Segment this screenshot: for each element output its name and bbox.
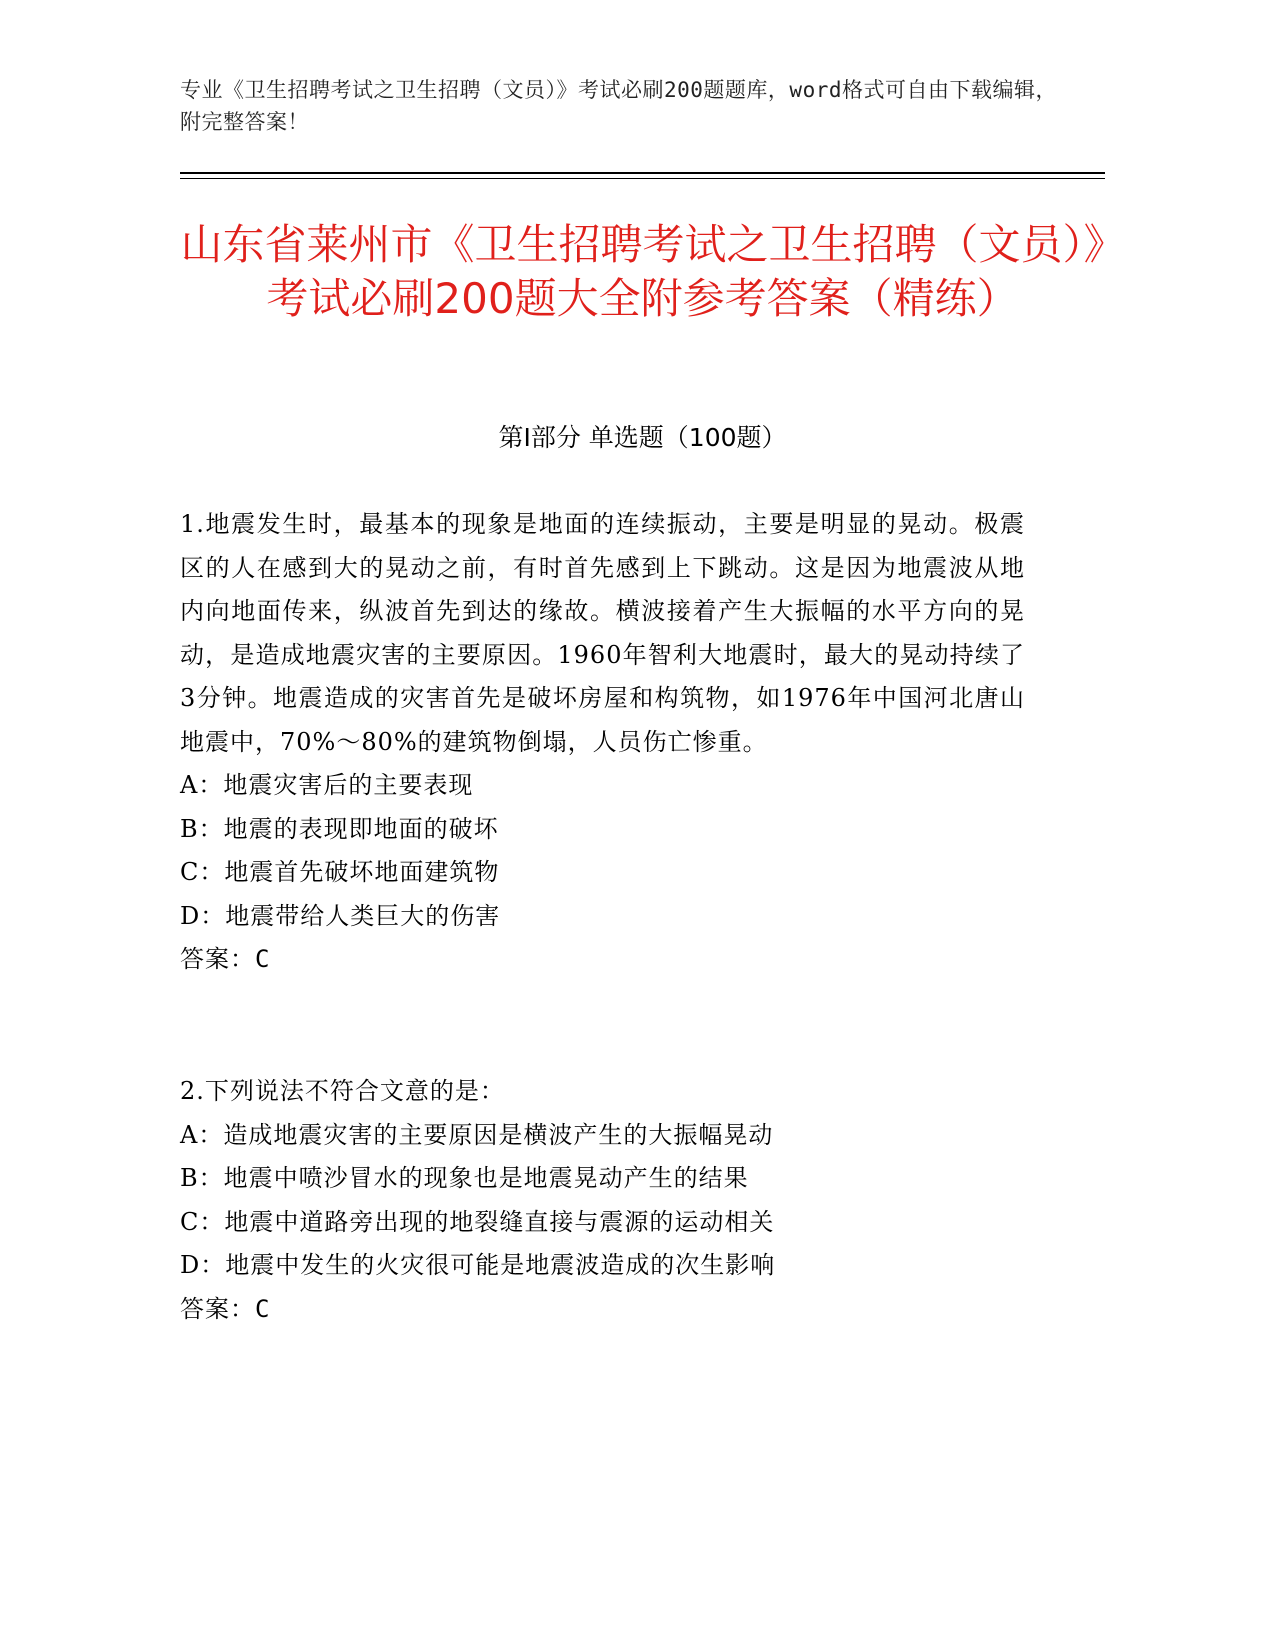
header-note: 专业《卫生招聘考试之卫生招聘（文员）》考试必刷200题题库，word格式可自由下载编辑，附完整答案！ — [180, 78, 1057, 134]
header-divider-thin — [180, 178, 1105, 179]
document-title: 山东省莱州市《卫生招聘考试之卫生招聘（文员）》考试必刷200题大全附参考答案（精练） — [180, 220, 1105, 323]
header-divider-thick — [180, 172, 1105, 174]
option-c: C：地震中道路旁出现的地裂缝直接与震源的运动相关 — [180, 1207, 775, 1236]
option-a: A：造成地震灾害的主要原因是横波产生的大振幅晃动 — [180, 1120, 774, 1149]
option-b: B：地震的表现即地面的破坏 — [180, 814, 499, 843]
question-1 — [180, 503, 1025, 982]
option-a: A：地震灾害后的主要表现 — [180, 771, 474, 799]
question-stem: 1.地震发生时，最基本的现象是地面的连续振动，主要是明显的晃动。极震区的人在感到大的晃动之前，有时首先感到上下跳动。这是因为地震波从地内向地面传来，纵波首先到达的缘故。横波接着产生大振幅的水平方向的晃动，是造成地震灾害的主要原因。1960年智利大地震时，最大的晃动持续了3分钟。地震造成的灾害首先是破坏房屋和构筑物，如1976年中国河北唐山地震中，70%～80%的建筑物倒塌，人员伤亡惨重。 — [180, 510, 1025, 756]
answer-line — [180, 1288, 1025, 1332]
answer-value: C — [255, 1294, 271, 1323]
question-2 — [180, 1070, 1025, 1331]
option-c: C：地震首先破坏地面建筑物 — [180, 858, 500, 886]
option-b: B：地震中喷沙冒水的现象也是地震晃动产生的结果 — [180, 1164, 749, 1192]
option-d: D：地震中发生的火灾很可能是地震波造成的次生影响 — [180, 1251, 776, 1279]
question-stem: 2.下列说法不符合文意的是： — [180, 1077, 505, 1105]
answer-value: C — [255, 945, 271, 973]
option-d: D：地震带给人类巨大的伤害 — [180, 901, 501, 930]
answer-line — [180, 938, 1025, 982]
section-title: 第Ⅰ部分 单选题（100题） — [498, 423, 787, 452]
answer-label: 答案： — [180, 1294, 255, 1323]
answer-label: 答案： — [180, 945, 255, 973]
